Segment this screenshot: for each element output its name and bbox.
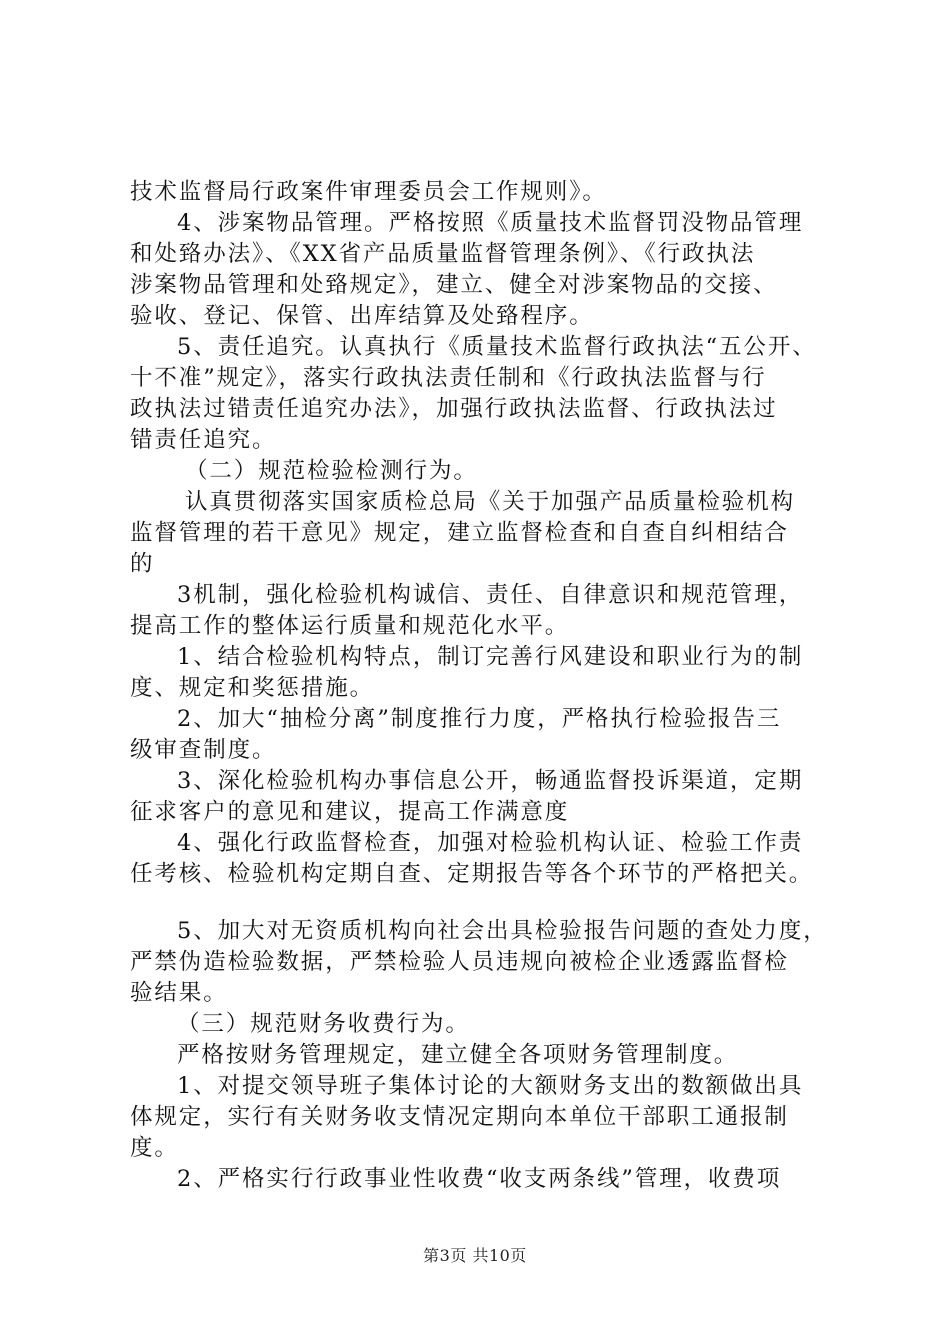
text-line: 技术监督局行政案件审理委员会工作规则》。	[130, 179, 607, 205]
section-heading: （三）规范财务收费行为。	[177, 1011, 470, 1037]
text-line: 4、强化行政监督检查，加强对检验机构认证、检验工作责	[177, 830, 804, 856]
text-line: 3机制，强化检验机构诚信、责任、自律意识和规范管理，	[177, 582, 804, 608]
text-line: 监督管理的若干意见》规定，建立监督检查和自查自纠相结合	[130, 520, 789, 546]
text-line: 1、对提交领导班子集体讨论的大额财务支出的数额做出具	[177, 1073, 804, 1099]
section-heading: （二）规范检验检测行为。	[185, 458, 478, 484]
text-line: 2、加大“抽检分离”制度推行力度，严格执行检验报告三	[177, 706, 782, 732]
text-line: 认真贯彻落实国家质检总局《关于加强产品质量检验机构	[185, 489, 796, 515]
text-line: 严禁伪造检验数据，严禁检验人员违规向被检企业透露监督检	[130, 949, 789, 975]
text-line: 的	[130, 551, 155, 577]
text-line: 3、深化检验机构办事信息公开，畅通监督投诉渠道，定期	[177, 768, 804, 794]
text-line: 级审查制度。	[130, 737, 277, 763]
text-line: 5、加大对无资质机构向社会出具检验报告问题的查处力度，	[177, 918, 828, 944]
text-line: 政执法过错责任追究办法》，加强行政执法监督、行政执法过	[130, 396, 778, 422]
page-number-footer: 第3页 共10页	[423, 1246, 527, 1265]
text-line: 5、责任追究。认真执行《质量技术监督行政执法“五公开、	[177, 334, 817, 360]
text-line: 2、严格实行行政事业性收费“收支两条线”管理，收费项	[177, 1166, 782, 1192]
text-line: 严格按财务管理规定，建立健全各项财务管理制度。	[177, 1042, 739, 1068]
text-line: 4、涉案物品管理。严格按照《质量技术监督罚没物品管理	[177, 210, 804, 236]
text-line: 验结果。	[130, 980, 228, 1006]
text-line: 度。	[130, 1135, 179, 1161]
text-line: 任考核、检验机构定期自查、定期报告等各个环节的严格把关。	[130, 861, 814, 887]
text-line: 错责任追究。	[130, 427, 277, 453]
text-line: 体规定，实行有关财务收支情况定期向本单位干部职工通报制	[130, 1104, 789, 1130]
text-line: 涉案物品管理和处臵规定》，建立、健全对涉案物品的交接、	[130, 272, 778, 298]
text-line: 十不准”规定》，落实行政执法责任制和《行政执法监督与行	[130, 365, 767, 391]
text-line: 提高工作的整体运行质量和规范化水平。	[130, 613, 570, 639]
text-line: 度、规定和奖惩措施。	[130, 675, 375, 701]
text-line: 验收、登记、保管、出库结算及处臵程序。	[130, 303, 594, 329]
text-line: 征求客户的意见和建议，提高工作满意度	[130, 799, 570, 825]
text-line: 和处臵办法》、《XX省产品质量监督管理条例》、《行政执法	[130, 241, 756, 267]
text-line: 1、结合检验机构特点，制订完善行风建设和职业行为的制	[177, 644, 804, 670]
